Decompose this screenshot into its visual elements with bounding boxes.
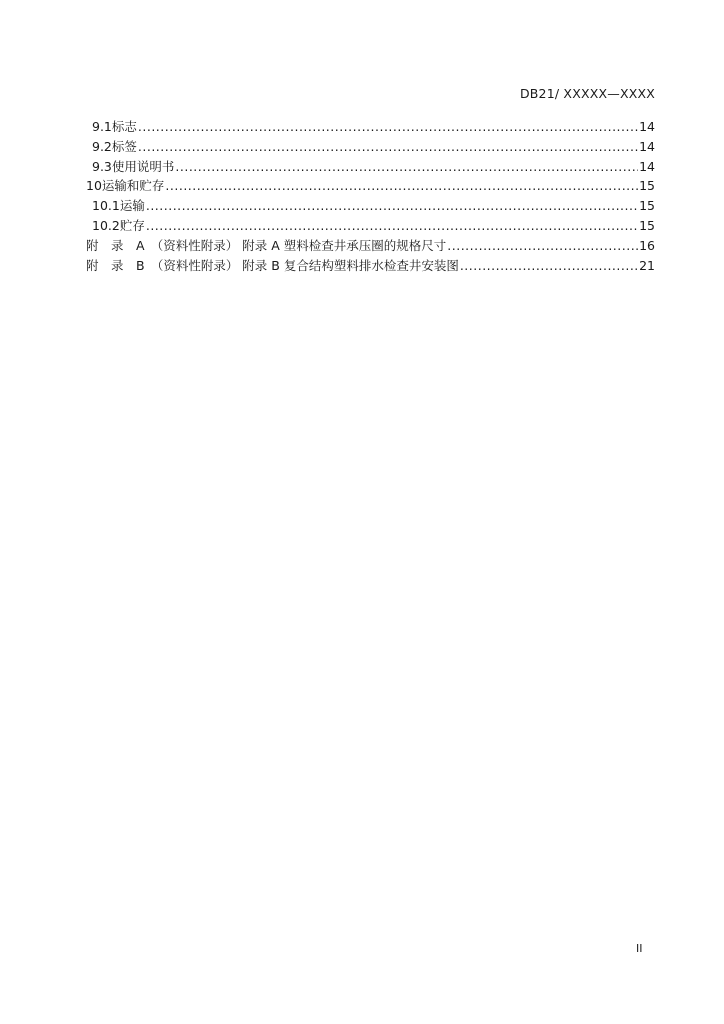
toc-leader-dots [447,236,638,256]
doc-code: DB21/ XXXXX—XXXX [519,86,655,101]
toc-entry[interactable] [86,157,655,177]
toc-entry-page: 14 [639,158,655,174]
toc-entry-number: 9.3 [92,158,112,174]
toc-entry-page: 15 [639,178,655,194]
toc-entry[interactable] [86,117,655,137]
toc-entry-appendix[interactable] [86,236,655,256]
page-number: II [636,942,643,955]
toc-entry-number: 9.1 [92,119,112,134]
toc-entry-title: 附 录 A （资料性附录） 附录 A 塑料检查井承压圈的规格尺寸 [86,237,447,253]
toc-leader-dots [138,117,638,137]
toc-entry-page: 15 [639,198,655,214]
toc-leader-dots [138,137,638,157]
toc-entry-number: 10.1 [92,198,120,214]
toc-entry-page: 16 [639,237,655,253]
toc-leader-dots [175,157,638,177]
toc-entry-title: 附 录 B （资料性附录） 附录 B 复合结构塑料排水检查井安装图 [86,257,459,273]
toc-entry-number: 9.2 [92,138,112,154]
toc-entry-page: 14 [639,138,655,154]
toc-leader-dots [146,196,638,216]
toc-entry[interactable] [86,196,655,216]
toc-entry-page: 15 [639,217,655,233]
toc-entry-number: 10.2 [92,217,120,233]
toc-entry-number: 10 [86,178,102,194]
toc-entry[interactable] [86,137,655,157]
table-of-contents [86,117,655,275]
toc-entry-title: 运输 [119,198,145,214]
toc-entry-title: 标志 [111,119,137,134]
toc-leader-dots [165,176,638,196]
toc-entry-page: 14 [639,119,655,134]
toc-entry-appendix[interactable] [86,256,655,276]
toc-entry-title: 标签 [111,138,137,154]
toc-leader-dots [146,216,638,236]
toc-entry-title: 运输和贮存 [101,178,165,194]
toc-entry[interactable] [86,216,655,236]
toc-entry-title: 贮存 [119,217,145,233]
toc-entry[interactable] [86,176,655,196]
toc-entry-title: 使用说明书 [111,158,175,174]
toc-leader-dots [460,256,638,276]
document-header [520,86,655,101]
toc-entry-page: 21 [639,257,655,273]
